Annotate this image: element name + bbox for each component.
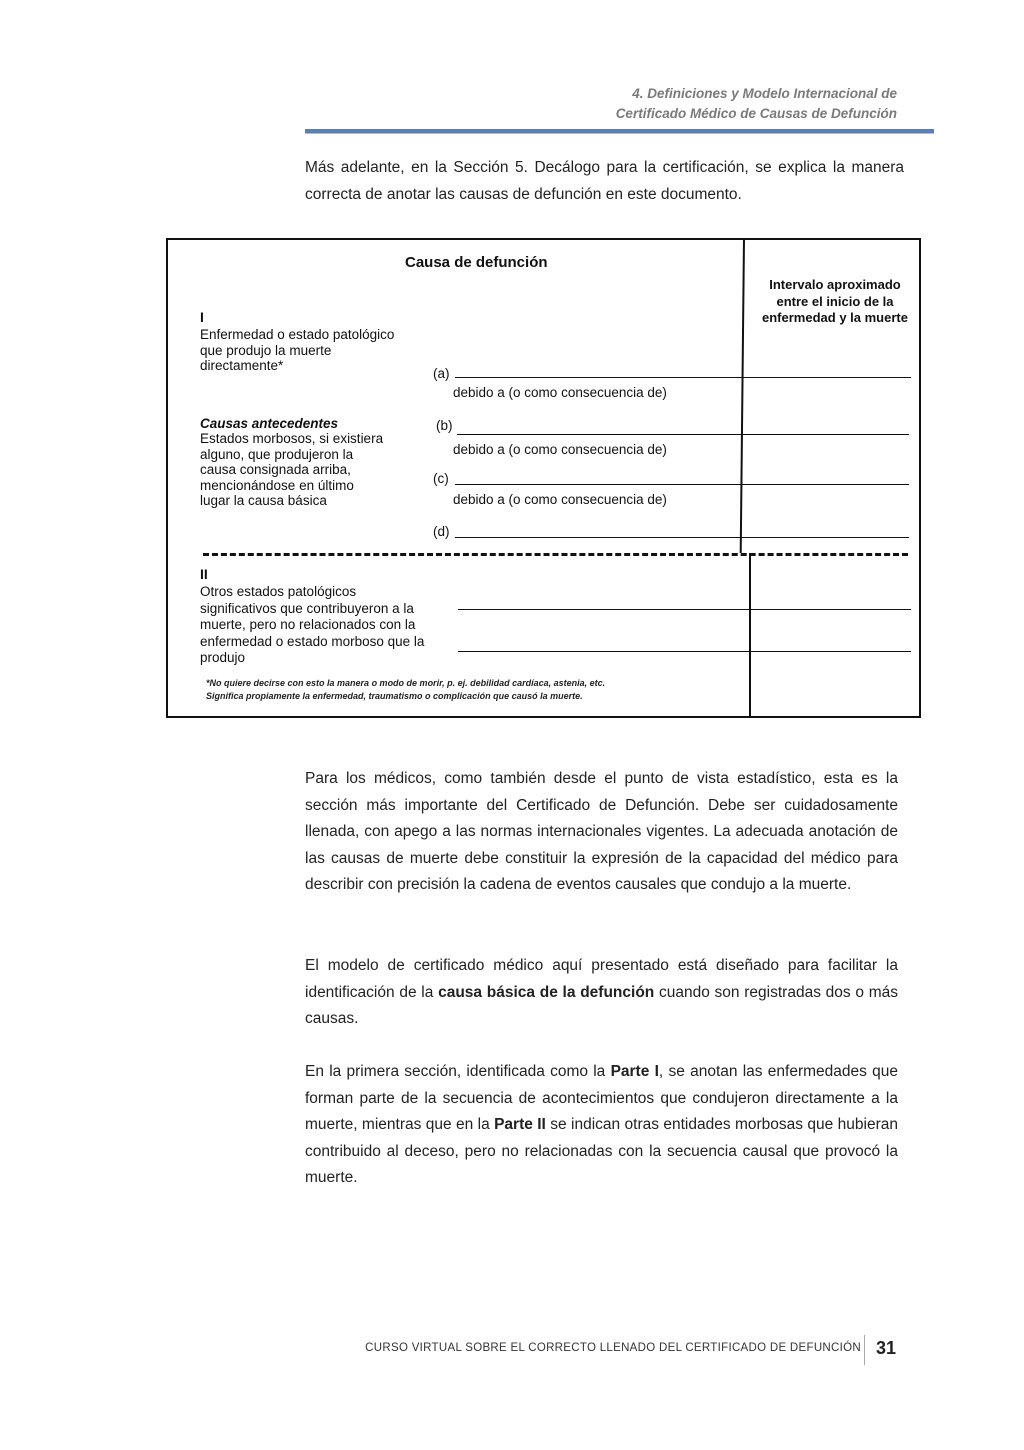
footer-course-title: CURSO VIRTUAL SOBRE EL CORRECTO LLENADO DEL CERTIFICADO DE DEFUNCIÓN xyxy=(365,1342,861,1354)
paragraph-3-text-a: En la primera sección, identificada como la xyxy=(305,1063,611,1080)
paragraph-2-text-b: cuando son registradas dos o más causas. xyxy=(305,983,899,1027)
antecedentes-title: Causas antecedentes xyxy=(200,416,339,431)
line-d-field[interactable] xyxy=(455,537,909,538)
line-d-label: (d) xyxy=(433,524,450,539)
certificate-title: Causa de defunción xyxy=(405,254,548,271)
header-rule-shadow xyxy=(305,133,934,134)
part-2-line-1-field[interactable] xyxy=(458,609,911,610)
part-2-line-2-field[interactable] xyxy=(458,651,911,652)
part-1-label: Enfermedad o estado patológico que produjo la muerte directamente* xyxy=(200,327,395,373)
line-b-label: (b) xyxy=(436,418,453,433)
footer-separator xyxy=(864,1335,865,1365)
paragraph-3-bold-1: Parte I xyxy=(610,1063,659,1080)
paragraph-3-bold-2: Parte II xyxy=(494,1116,546,1133)
certificate-column-divider-lower xyxy=(749,553,751,718)
paragraph-3-text-b: , se anotan las enfermedades que forman parte de la secuencia de acontecimientos que condujeron directamente a la muerte, mientras que en la xyxy=(305,1063,899,1133)
paragraph-3-text-c: se indican otras entidades morbosas que hubieran contribuido al deceso, pero no relacionadas con la secuencia causal que provocó la muerte. xyxy=(305,1116,898,1186)
paragraph-2-bold: causa básica de la defunción xyxy=(438,983,655,1001)
line-a-label: (a) xyxy=(433,366,450,381)
line-c-field[interactable] xyxy=(455,484,909,485)
running-header xyxy=(616,84,897,124)
due-to-label-3: debido a (o como consecuencia de) xyxy=(453,492,667,507)
interval-header: Intervalo aproximado entre el inicio de la enfermedad y la muerte xyxy=(762,277,908,325)
paragraph-3 xyxy=(305,1059,898,1192)
part-2-numeral: II xyxy=(200,566,208,582)
due-to-label-1: debido a (o como consecuencia de) xyxy=(453,385,667,400)
running-header-line-1: 4. Definiciones y Modelo Internacional de xyxy=(632,86,897,101)
paragraph-2-text-a: El modelo de certificado médico aquí presentado está diseñado para facilitar la identificación de la xyxy=(305,957,898,1001)
paragraph-2 xyxy=(305,953,898,1033)
certificate-footnote: *No quiere decirse con esto la manera o modo de morir, p. ej. debilidad cardíaca, astenia, etc. Significa propiamente la enfermedad, traumatismo o complicación que causó la muerte. xyxy=(206,678,606,701)
part-2-label: Otros estados patológicos significativos que contribuyeron a la muerte, pero no relacionados con la enfermedad o estado morboso que la produjo xyxy=(200,584,425,665)
part-1-numeral: I xyxy=(200,309,204,325)
line-a-field[interactable] xyxy=(455,377,911,378)
due-to-label-2: debido a (o como consecuencia de) xyxy=(453,442,667,457)
line-b-field[interactable] xyxy=(457,434,909,435)
line-c-label: (c) xyxy=(433,471,449,486)
part-separator-dashed xyxy=(203,553,908,556)
page-number: 31 xyxy=(876,1338,897,1358)
paragraph-1: Para los médicos, como también desde el punto de vista estadístico, esta es la sección más importante del Certificado de Defunción. Debe ser cuidadosamente llenada, con apego a las normas internacionales vigentes. La adecuada anotación de las causas de muerte debe constituir la expresión de la capacidad del médico para describir con precisión la cadena de eventos causales que condujo a la muerte. xyxy=(305,770,898,893)
antecedentes-label: Estados morbosos, si existiera alguno, que produjeron la causa consignada arriba, mencionándose en último lugar la causa básica xyxy=(200,431,384,508)
intro-paragraph: Más adelante, en la Sección 5. Decálogo para la certificación, se explica la manera correcta de anotar las causas de defunción en este documento. xyxy=(305,159,904,203)
running-header-line-2: Certificado Médico de Causas de Defunción xyxy=(615,106,897,121)
